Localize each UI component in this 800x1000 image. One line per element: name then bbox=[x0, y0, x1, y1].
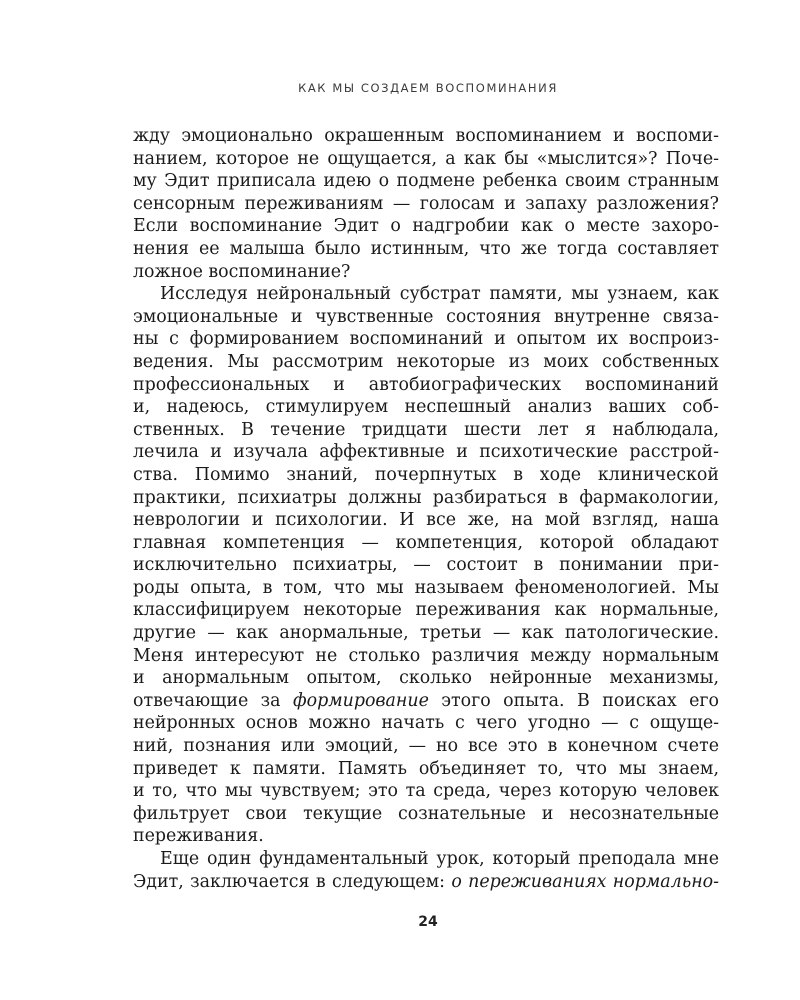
text-line bbox=[133, 532, 719, 555]
text-segment: этого опыта. В поисках его bbox=[428, 690, 720, 711]
text-line bbox=[133, 871, 719, 894]
text-segment: эмоциональные и чувственные состояния внутренне связа- bbox=[133, 306, 719, 327]
text-segment: приведет к памяти. Память объединяет то, что мы знаем, bbox=[133, 758, 719, 779]
running-head: КАК МЫ СОЗДАЕМ ВОСПОМИНАНИЯ bbox=[298, 81, 558, 95]
text-segment: и то, что мы чувствуем; это та среда, через которую человек bbox=[133, 781, 719, 802]
text-segment: жду эмоционально окрашенным воспоминанием и воспоми- bbox=[133, 126, 719, 146]
paragraph bbox=[133, 125, 719, 283]
text-segment: и анормальным опытом, сколько нейронные механизмы, bbox=[133, 668, 719, 689]
text-line bbox=[133, 667, 719, 690]
text-segment: исключительно психиатры, — состоит в понимании при- bbox=[133, 555, 719, 576]
text-line bbox=[133, 170, 719, 193]
text-line bbox=[133, 780, 719, 803]
text-line bbox=[133, 351, 719, 374]
text-segment: ложное воспоминание? bbox=[133, 261, 351, 282]
text-line bbox=[133, 464, 719, 487]
text-line bbox=[133, 554, 719, 577]
text-line bbox=[133, 283, 719, 306]
text-segment: Еще один фундаментальный урок, который преподала мне bbox=[160, 849, 719, 869]
text-line bbox=[133, 238, 719, 261]
text-line bbox=[133, 825, 719, 848]
text-segment: фильтрует свои текущие сознательные и несознательные bbox=[133, 803, 719, 824]
italic-text: о переживаниях нормально- bbox=[451, 871, 719, 892]
text-segment: сенсорным переживаниям — голосам и запаху разложения? bbox=[133, 193, 719, 214]
text-segment: Меня интересуют не столько различия между нормальным bbox=[133, 645, 719, 666]
text-segment: ведения. Мы рассмотрим некоторые из моих собственных bbox=[133, 351, 719, 372]
text-segment: другие — как анормальные, третьи — как патологические. bbox=[133, 623, 719, 644]
text-line bbox=[133, 441, 719, 464]
text-line bbox=[133, 396, 719, 419]
paragraph bbox=[133, 283, 719, 848]
text-line bbox=[133, 487, 719, 510]
text-segment: практики, психиатры должны разбираться в фармакологии, bbox=[133, 487, 719, 508]
text-line bbox=[133, 125, 719, 148]
text-segment: и, надеюсь, стимулируем неспешный анализ ваших соб- bbox=[133, 397, 719, 418]
text-line bbox=[133, 374, 719, 397]
text-line bbox=[133, 215, 719, 238]
text-line bbox=[133, 261, 719, 284]
text-segment: ны с формированием воспоминаний и опытом их воспроиз- bbox=[133, 329, 719, 350]
text-line bbox=[133, 509, 719, 532]
text-segment: профессиональных и автобиографических воспоминаний bbox=[133, 374, 719, 395]
text-segment: Исследуя нейрональный субстрат памяти, мы узнаем, как bbox=[160, 284, 719, 305]
text-segment: отвечающие за bbox=[133, 690, 293, 711]
text-segment: нения ее малыша было истинным, что же тогда составляет bbox=[133, 238, 719, 259]
text-line bbox=[133, 148, 719, 171]
body-text bbox=[133, 125, 719, 893]
text-line bbox=[133, 622, 719, 645]
text-segment: главная компетенция — компетенция, которой обладают bbox=[133, 532, 719, 553]
text-segment: переживания. bbox=[133, 826, 264, 847]
text-segment: нанием, которое не ощущается, а как бы «мыслится»? Поче- bbox=[133, 148, 719, 169]
text-line bbox=[133, 758, 719, 781]
text-segment: му Эдит приписала идею о подмене ребенка своим странным bbox=[133, 171, 719, 192]
text-line bbox=[133, 645, 719, 668]
text-line bbox=[133, 306, 719, 329]
text-segment: роды опыта, в том, что мы называем феноменологией. Мы bbox=[133, 577, 719, 598]
text-line bbox=[133, 803, 719, 826]
text-line bbox=[133, 599, 719, 622]
text-line bbox=[133, 328, 719, 351]
italic-text: формирование bbox=[292, 690, 429, 711]
text-segment: ственных. В течение тридцати шести лет я наблюдала, bbox=[133, 419, 719, 440]
text-segment: Эдит, заключается в следующем: bbox=[133, 871, 452, 892]
text-line bbox=[133, 193, 719, 216]
text-line bbox=[133, 712, 719, 735]
text-segment: Если воспоминание Эдит о надгробии как о месте захоро- bbox=[133, 216, 719, 237]
paragraph bbox=[133, 848, 719, 893]
text-segment: нейронных основ можно начать с чего угодно — с ощуще- bbox=[133, 713, 719, 734]
text-line bbox=[133, 577, 719, 600]
text-line bbox=[133, 690, 719, 713]
text-line bbox=[133, 419, 719, 442]
text-segment: неврологии и психологии. И все же, на мой взгляд, наша bbox=[133, 510, 719, 531]
text-segment: классифицируем некоторые переживания как нормальные, bbox=[133, 600, 719, 621]
page-number: 24 bbox=[418, 914, 438, 930]
text-segment: ний, познания или эмоций, — но все это в конечном счете bbox=[133, 736, 719, 757]
text-segment: ства. Помимо знаний, почерпнутых в ходе клинической bbox=[133, 464, 719, 485]
text-segment: лечила и изучала аффективные и психотические расстрой- bbox=[133, 442, 719, 463]
text-line bbox=[133, 735, 719, 758]
text-line bbox=[133, 848, 719, 871]
